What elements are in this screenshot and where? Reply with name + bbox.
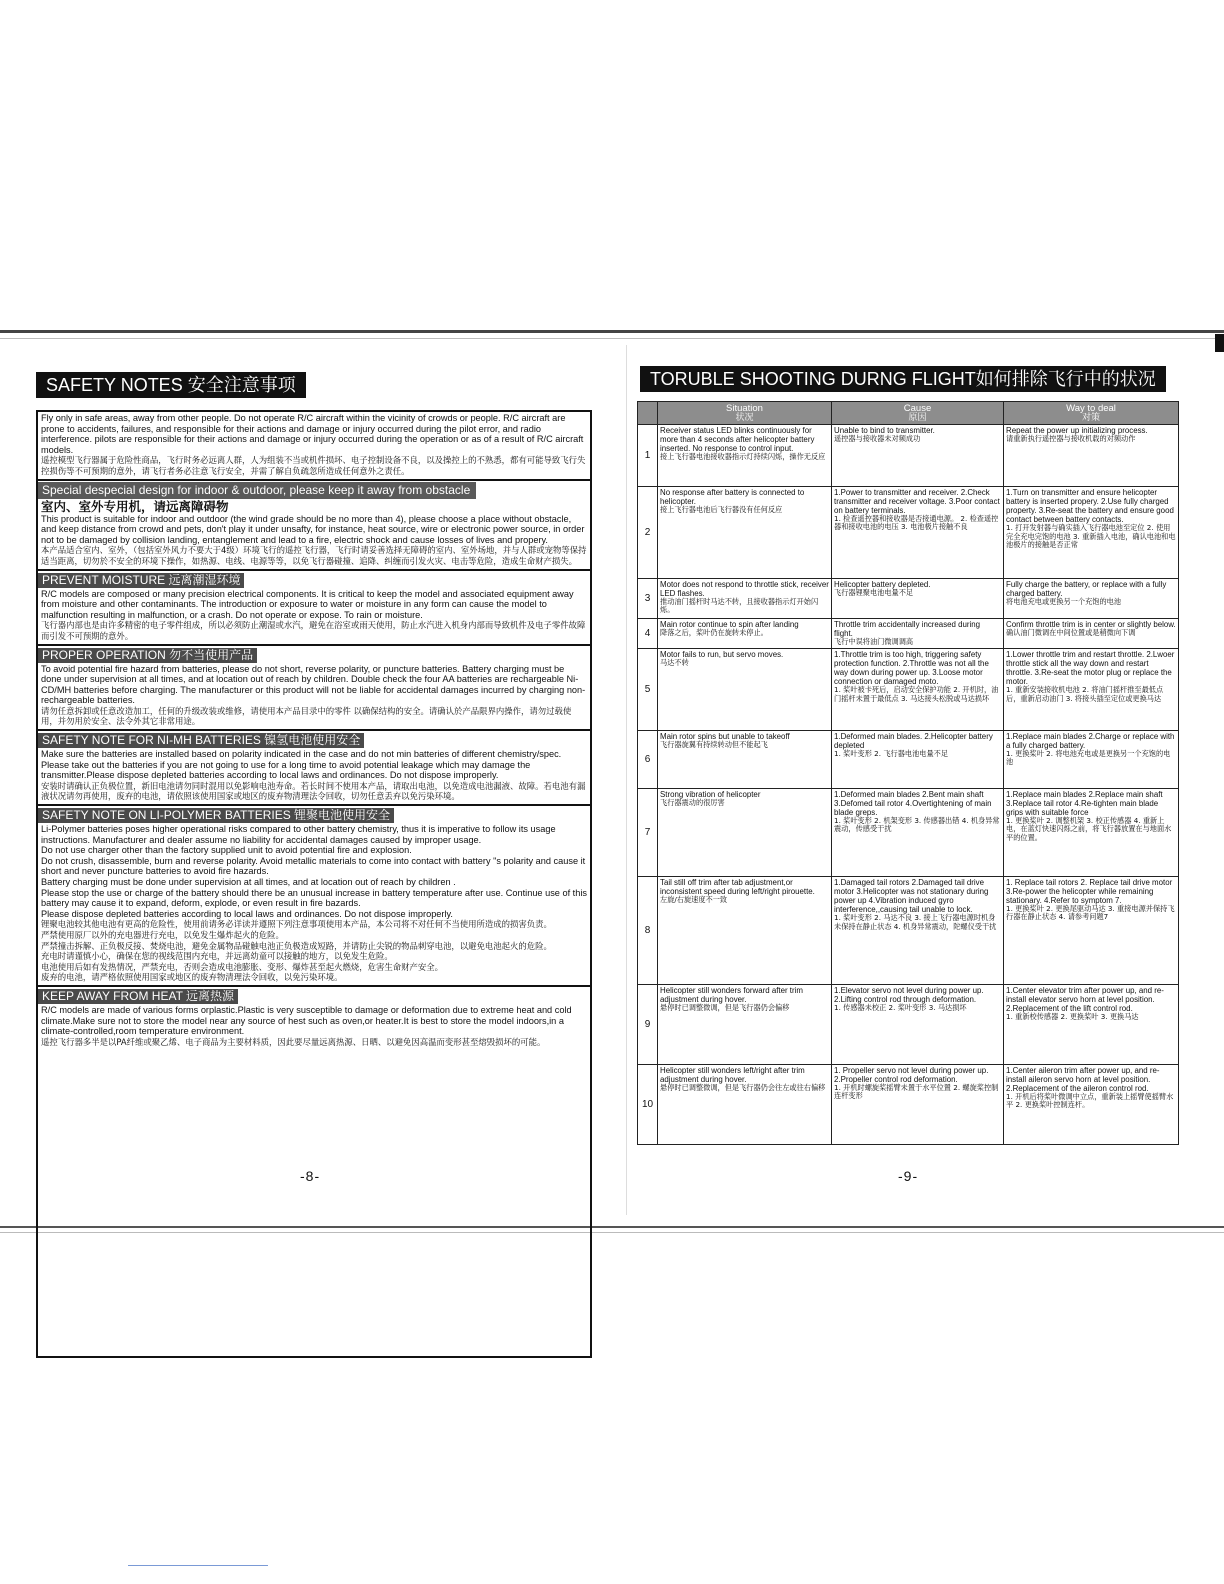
deal-cell	[1004, 788, 1179, 876]
table-row	[638, 648, 1179, 730]
operation-section	[38, 646, 590, 732]
lipo-text-en-1: Li-Polymer batteries poses higher operational risks compared to other battery chemistry, thus it is imperative to follow its usage instructions. Manufacturer and dealer assume no liability for accidental damages caused by improper usage.	[41, 824, 556, 845]
lipo-text-en-2: Do not use charger other than the factory supplied unit to avoid potential fire and explosion.	[41, 845, 412, 856]
deal-zh: 1. 开机后将桨叶微调中立点，重新装上摇臂使摇臂水平 2. 更换桨叶控制连杆。	[1006, 1091, 1174, 1110]
deal-zh: 1. 重新安装接收机电池 2. 将油门摇杆推至最低点后，重新启动油门 3. 将接头插至定位或更换马达	[1006, 684, 1164, 703]
indoor-outdoor-section	[38, 481, 590, 571]
lipo-text-en-5: Please stop the use or charge of the battery should there be an unusual increase in battery temperature after use. Continue use of this battery may cause it to expand, deform, explode, or even result in fire bazards.	[41, 887, 587, 909]
operation-header: PROPER OPERATION 勿不当使用产品	[38, 648, 257, 663]
troubleshooting-title: TORUBLE SHOOTING DURNG FLIGHT如何排除飞行中的状况	[640, 366, 1166, 392]
moisture-section	[38, 571, 590, 646]
situation-zh: 左旋/右旋速度不一致	[660, 894, 728, 904]
page-number-right: -9-	[898, 1168, 919, 1184]
cause-zh: 1. 桨叶变形 2. 飞行器电池电量不足	[834, 748, 949, 758]
cause-cell	[832, 984, 1004, 1064]
intro-text-en: Fly only in safe areas, away from other people. Do not operate R/C aircraft within the vicinity of crowds or people. R/C aircraft are prone to accidents, failures, and responsible for their actions and damage or injury occurred during the pilot error, and radio interference. pilots are responsible for their actions and damage or injury occurred during the operation or as of a result of R/C aircraft models.	[41, 413, 584, 455]
moisture-text-zh: 飞行器内部也是由许多精密的电子零件组成，所以必须防止潮湿或水汽，避免在浴室或雨天使用，防止水汽进入机身内部而导致机件及电子零件故障而引发不可预期的意外。	[41, 620, 586, 641]
cause-en: 1.Deformed main blades. 2.Helicopter battery depleted	[834, 731, 993, 750]
lipo-text-zh-5: 电池使用后如有发热情况，严禁充电，否则会造成电池膨胀、变形、爆炸甚至起火燃烧，危害生命财产安全。	[41, 961, 443, 972]
deal-en: 1. Replace tail rotors 2. Replace tail drive motor 3.Re-power the helicopter while remaining stationary. 4.Refer to symptom 7.	[1006, 877, 1173, 905]
nimh-text-zh: 安装时请确认正负极位置，新旧电池请勿同时混用以免影响电池寿命。若长时间不使用本产品，请取出电池，以免造成电池漏液、故障。若电池有漏液状况请勿再使用，废弃的电池，请依照该使用国家或地区的废弃物清理法令回收，切勿任意丢弃以免污染环境。	[41, 780, 586, 802]
safety-notes-box	[36, 410, 592, 1358]
cause-cell	[832, 486, 1004, 578]
deal-zh: 1. 更换桨叶 2. 调整机架 3. 校正传感器 4. 重新上电，在蓝灯快速闪烁之前，将飞行器放置在与地面水平的位置。	[1006, 815, 1172, 843]
table-row	[638, 730, 1179, 788]
page-number-left: -8-	[300, 1168, 321, 1184]
situation-en: Receiver status LED blinks continuously for more than 4 seconds after helicopter battery inserted. No response to control input.	[660, 425, 815, 453]
situation-en: Tail still off trim after tab adjustment,or inconsistent speed during left/right pirouette.	[660, 877, 815, 896]
situation-zh: 接上飞行器电池后飞行器没有任何反应	[660, 504, 783, 514]
cause-zh: 1. 检查遥控器和接收器是否接通电源。 2. 检查遥控器和接收电池的电压 3. 电池极片接触不良	[834, 513, 999, 532]
situation-cell	[658, 648, 832, 730]
cause-zh: 1. 传感器未校正 2. 桨叶变形 3. 马达损坏	[834, 1002, 967, 1012]
header-deal-zh: 对策	[1081, 413, 1100, 423]
deal-zh: 确认油门微调在中间位置或是稍微向下调	[1006, 627, 1136, 637]
situation-zh: 推动油门摇杆时马达不转，且接收器指示灯开始闪烁。	[660, 596, 819, 615]
header-cause-en: Cause	[903, 403, 932, 414]
table-row	[638, 984, 1179, 1064]
row-number: 10	[638, 1064, 658, 1144]
scan-top-edge	[0, 330, 1224, 333]
heat-text-zh: 遥控飞行器多半是以PA纤维或聚乙烯、电子商品为主要材料质，因此要尽量远离热源、日晒、以避免因高温而变形甚至熔毁损坏的可能。	[41, 1036, 546, 1047]
heat-text-en: R/C models are made of various forms orplastic.Plastic is very susceptible to damage or deformation due to extreme heat and cold climate.Make sure not to store the model near any source of hest such as oven,or heater.It is best to store the model indoors,in a climate-controlled,room temperature environment.	[41, 1004, 572, 1037]
cause-en: Helicopter battery depleted.	[834, 579, 931, 589]
situation-zh: 马达不转	[660, 657, 689, 667]
table-row	[638, 876, 1179, 984]
cause-en: Throttle trim accidentally increased during flight.	[834, 619, 981, 638]
situation-cell	[658, 1064, 832, 1144]
header-cause	[832, 402, 1004, 425]
row-number: 9	[638, 984, 658, 1064]
header-cause-zh: 原因	[908, 413, 927, 423]
deal-cell	[1004, 578, 1179, 618]
situation-cell	[658, 788, 832, 876]
situation-zh: 飞行器震动的很厉害	[660, 797, 725, 807]
situation-zh: 飞行器旋翼有持续转动但不能起飞	[660, 739, 768, 749]
table-row	[638, 1064, 1179, 1144]
situation-en: Motor fails to run, but servo moves.	[660, 649, 784, 659]
deal-en: 1.Lower throttle trim and restart throttle. 2.Lwoer throttle stick all the way down and restart throttle. 3.Re-seat the motor plug or replace the motor.	[1006, 649, 1175, 686]
situation-zh: 悬停时已调整微调，但是飞行器仍会偏移	[660, 1002, 790, 1012]
situation-en: Motor does not respond to throttle stick, receiver LED flashes.	[660, 579, 829, 598]
row-number: 4	[638, 618, 658, 648]
deal-en: Confirm throttle trim is in center or slightly below.	[1006, 619, 1176, 629]
cause-en: 1.Throttle trim is too high, triggering safety protection function. 2.Throttle was not all the way down during power up. 3.Loose motor connection or damaged moto.	[834, 649, 989, 686]
cause-en: 1.Damaged tail rotors 2.Damaged tail drive motor 3.Helicopter was not stationary during power up 4.Vibration induced gyro interference,,causing tail unable to lock.	[834, 877, 989, 914]
cause-cell	[832, 788, 1004, 876]
table-row	[638, 424, 1179, 486]
situation-cell	[658, 486, 832, 578]
lipo-text-zh-6: 废弃的电池，请严格依照使用国家或地区的废弃物清理法令回收，以免污染环境。	[41, 972, 343, 983]
situation-zh: 接上飞行器电池接收器指示灯持续闪烁，操作无反应	[660, 451, 826, 461]
deal-en: 1.Center aileron trim after power up, and re-install aileron servo horn at level position. 2.Replacement of the aileron control rod.	[1006, 1065, 1160, 1093]
situation-en: Strong vibration of helicopter	[660, 789, 761, 799]
deal-cell	[1004, 984, 1179, 1064]
deal-en: Repeat the power up initializing process.	[1006, 425, 1148, 435]
deal-cell	[1004, 648, 1179, 730]
cause-zh: 1. 桨叶变形 2. 机架变形 3. 传感器出错 4. 机身异常震动，传感受干扰	[834, 815, 1000, 834]
safety-notes-title: SAFETY NOTES 安全注意事项	[36, 372, 306, 398]
lipo-text-en-3: Do not crush, disassemble, burn and reverse polarity. Avoid metallic materials to come into contact with battery "s polarity and cause it short and never puncture batteries to avoid fire hazards.	[41, 855, 586, 877]
deal-en: 1.Center elevator trim after power up, and re-install elevator servo horn at level position. 2.Replacement of the lift control rod.	[1006, 985, 1164, 1013]
operation-text-zh: 请勿任意拆卸或任意改造加工，任何的升级改装或维修，请使用本产品目录中的零件 以确保结构的安全。请确认於产品限界内操作，请勿过载使用，并勿用於安全、法令外其它非常用途。	[41, 705, 572, 727]
deal-cell	[1004, 424, 1179, 486]
deal-cell	[1004, 618, 1179, 648]
deal-zh: 请重新执行遥控器与接收机载的对频动作	[1006, 433, 1136, 443]
table-header-row	[638, 402, 1179, 425]
deal-cell	[1004, 730, 1179, 788]
cause-cell	[832, 424, 1004, 486]
cause-cell	[832, 730, 1004, 788]
scan-foot-line	[128, 1565, 268, 1566]
lipo-section	[38, 806, 590, 987]
situation-cell	[658, 578, 832, 618]
situation-en: Main rotor continue to spin after landing	[660, 619, 799, 629]
lipo-text-zh-2: 严禁使用原厂以外的充电器进行充电，以免发生爆炸起火的危险。	[41, 929, 284, 940]
situation-zh: 降落之后，桨叶仍在旋转未停止。	[660, 627, 768, 637]
situation-en: Helicopter still wonders forward after trim adjustment during hover.	[660, 985, 803, 1004]
deal-zh: 1. 更换桨叶 2. 将电池充电或是更换另一个充饱的电池	[1006, 748, 1171, 767]
moisture-header: PREVENT MOISTURE 远离潮湿环境	[38, 573, 244, 588]
cause-zh: 1. 开机时螺旋桨摇臂未置于水平位置 2. 螺旋桨控制连杆变形	[834, 1082, 999, 1101]
deal-zh: 1. 更换桨叶 2. 更换尾驱动马达 3. 重接电源并保持飞行器在静止状态 4. 请参考问题7	[1006, 903, 1175, 922]
heat-section	[38, 987, 590, 1049]
table-row	[638, 788, 1179, 876]
table-row	[638, 578, 1179, 618]
scan-edge-mark	[1215, 334, 1224, 352]
situation-cell	[658, 876, 832, 984]
deal-zh: 1. 重新校传感器 2. 更换桨叶 3. 更换马达	[1006, 1011, 1139, 1021]
cause-zh: 飞行中误将油门微调调高	[834, 636, 914, 646]
row-number: 2	[638, 486, 658, 578]
deal-en: Fully charge the battery, or replace with a fully charged battery.	[1006, 579, 1167, 598]
header-deal	[1004, 402, 1179, 425]
nimh-header: SAFETY NOTE FOR NI-MH BATTERIES 镍氢电池使用安全	[38, 733, 364, 748]
cause-zh: 飞行器锂聚电池电量不足	[834, 587, 914, 597]
situation-cell	[658, 984, 832, 1064]
cause-zh: 遥控器与接收器未对频成功	[834, 433, 921, 443]
intro-section	[38, 412, 590, 481]
moisture-text-en: R/C models are composed or many precision electrical components. It is critical to keep the model and associated equipment away from moisture and other contaminants. The introduction or exposure to water or moisture in any form can cause the model to malfunction resulting in malfunction, or a crash. Do not operate or expose. To rain or moisture.	[41, 588, 574, 620]
row-number: 6	[638, 730, 658, 788]
deal-zh: 将电池充电或更换另一个充饱的电池	[1006, 596, 1122, 606]
header-number	[638, 402, 658, 425]
cause-cell	[832, 578, 1004, 618]
lipo-header: SAFETY NOTE ON LI-POLYMER BATTERIES 锂聚电池使用安全	[38, 808, 394, 823]
situation-cell	[658, 730, 832, 788]
intro-text-zh: 遥控模型飞行器属于危险性商品，飞行时务必远离人群，人为组装不当或机件损坏、电子控制设备不良，以及操控上的不熟悉，都有可能导致飞行失控损伤等不可预期的意外，请飞行者务必注意飞行安全，并需了解自负疏忽所造成任何意外之责任。	[41, 455, 586, 476]
cause-en: 1. Propeller servo not level during power up. 2.Propeller control rod deformation.	[834, 1065, 989, 1084]
nimh-section	[38, 731, 590, 806]
indoor-outdoor-text-en: This product is suitable for indoor and outdoor (the wind grade should be no more than 4), please choose a place without obstacle, and keep distance from crowd and pets, don't play it under unsafty, for instance, heat source, wire or electronic power source, in order not to be damaged by collision landing, entanglement and lead to a fire, electric shock and cause losses of lives and propery.	[41, 513, 585, 545]
lipo-text-en-6: Please dispose depleted batteries according to local laws and ordinances. Do not dispose improperly.	[41, 908, 453, 919]
lipo-text-zh-3: 严禁撞击拆解、正负极反接、焚烧电池，避免金属物品碰触电池正负极造成短路，并请防止尖锐的物品刺穿电池，以避免电池起火的危险。	[41, 940, 552, 951]
situation-en: No response after battery is connected to helicopter.	[660, 487, 805, 506]
deal-cell	[1004, 486, 1179, 578]
deal-en: 1.Replace main blades 2.Replace main shaft 3.Replace tail rotor 4.Re-tighten main blade grips with suitable force	[1006, 789, 1163, 817]
row-number: 3	[638, 578, 658, 618]
situation-en: Helicopter still wonders left/right after trim adjustment during hover.	[660, 1065, 805, 1084]
header-deal-en: Way to deal	[1066, 403, 1116, 414]
row-number: 7	[638, 788, 658, 876]
cause-en: 1.Elevator servo not level during power up. 2.Lifting control rod through deformation.	[834, 985, 984, 1004]
header-situation	[658, 402, 832, 425]
operation-text-en: To avoid potential fire hazard from batteries, please do not short, reverse polarity, or puncture batteries. Battery charging must be done under supervision at all times, and at location out of reach by children. Double check the four AA batteries are rechargeable Ni-CD/MH batteries before charging. The manufacturer or this product will not be liable for accidental damages incurred by charging non-rechargeable batteries.	[41, 663, 586, 706]
cause-cell	[832, 618, 1004, 648]
indoor-outdoor-header-zh: 室内、室外专用机，请远离障碍物	[41, 498, 229, 514]
heat-header: KEEP AWAY FROM HEAT 远离热源	[38, 989, 238, 1004]
header-situation-en: Situation	[726, 403, 763, 414]
row-number: 8	[638, 876, 658, 984]
situation-cell	[658, 424, 832, 486]
troubleshooting-table	[637, 401, 1179, 1145]
cause-en: Unable to bind to transmitter.	[834, 425, 935, 435]
cause-cell	[832, 1064, 1004, 1144]
lipo-text-zh-4: 充电时请谨慎小心，确保在您的视线范围内充电，并远离幼童可以接触的地方，以免发生危险。	[41, 951, 393, 962]
scan-top-edge-shadow	[0, 338, 1224, 339]
header-situation-zh: 状况	[735, 413, 754, 423]
row-number: 5	[638, 648, 658, 730]
cause-zh: 1. 桨叶被卡死后，启动安全保护功能 2. 开机时，油门摇杆未置于最低点 3. 马达接头松脱或马达损坏	[834, 684, 999, 703]
indoor-outdoor-text-zh: 本产品适合室内、室外，（包括室外风力不要大于4级）环境飞行的遥控飞行器，飞行时请妥善选择无障碍的室内、室外场地，并与人群或宠物等保持适当距离，切勿於不安全的环境下操作，如热源、电线、电源等等，以免飞行器碰撞、追降、纠缠而引发火灾、电击等危险，造成生命财产损失。	[41, 545, 587, 566]
cause-cell	[832, 876, 1004, 984]
situation-cell	[658, 618, 832, 648]
cause-en: 1.Power to transmitter and receiver. 2.Check transmitter and receiver voltage. 3.Poor contact on battery terminals.	[834, 487, 1000, 515]
cause-zh: 1. 桨叶变形 2. 马达不良 3. 接上飞行器电源时机身未保持在静止状态 4. 机身异常震动，陀螺仪受干扰	[834, 912, 997, 931]
row-number: 1	[638, 424, 658, 486]
indoor-outdoor-header: Special despecial design for indoor & outdoor, please keep it away from obstacle	[38, 482, 476, 499]
cause-en: 1.Deformed main blades 2.Bent main shaft 3.Defomed tail rotor 4.Overtightening of main blade greps.	[834, 789, 992, 817]
table-row	[638, 486, 1179, 578]
table-row	[638, 618, 1179, 648]
deal-zh: 1. 打开发射器与确实插入飞行器电池至定位 2. 使用完全充电完饱的电池 3. 重新插入电池，确认电池和电池极片的接触是否正常	[1006, 522, 1176, 550]
page-fold-divider	[626, 345, 627, 1215]
situation-zh: 悬停时已调整微调，但是飞行器仍会往左或往右偏移	[660, 1082, 826, 1092]
nimh-text-en: Make sure the batteries are installed based on polarity indicated in the case and do not min batteries of different chemistry/spec. Please take out the batteries if you are not going to use for a long time to avoid potential leakage which may damage the transmitter.Please dispose depleted batteries according to local laws and ordinances. Do not dispose improperly.	[41, 749, 562, 781]
cause-cell	[832, 648, 1004, 730]
deal-en: 1.Turn on transmitter and ensure helicopter battery is inserted propery. 2.Use fully charged property. 3.Re-seat the battery and ensure good contact between battery contacts.	[1006, 487, 1174, 524]
deal-en: 1.Replace main blades 2.Charge or replace with a fully charged battery.	[1006, 731, 1175, 750]
deal-cell	[1004, 1064, 1179, 1144]
situation-en: Main rotor spins but unable to takeoff	[660, 731, 790, 741]
lipo-text-en-4: Battery charging must be done under supervision at all times, and at location out of reach by children .	[41, 877, 456, 887]
lipo-text-zh-1: 锂聚电池较其他电池有更高的危险性，使用前请务必详读并遵照下列注意事项使用本产品，本公司将不对任何不当使用所造成的损害负责。	[41, 919, 552, 930]
deal-cell	[1004, 876, 1179, 984]
